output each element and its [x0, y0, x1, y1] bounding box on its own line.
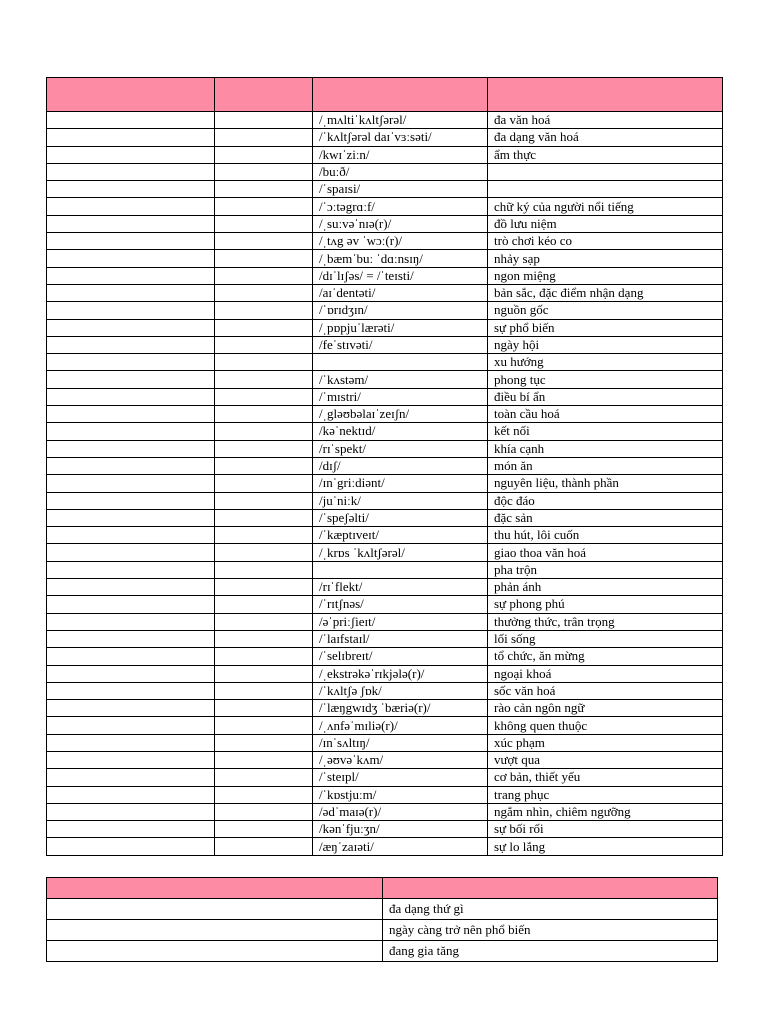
- cell-meaning: ngoại khoá: [488, 665, 723, 682]
- cell-word: [47, 769, 215, 786]
- cell-pronunciation: /ˌsuːvəˈnɪə(r)/: [313, 215, 488, 232]
- cell-type: [215, 803, 313, 820]
- cell-type: [215, 319, 313, 336]
- cell-word: [47, 388, 215, 405]
- cell-meaning: món ăn: [488, 457, 723, 474]
- cell-pronunciation: /ˈspaɪsi/: [313, 181, 488, 198]
- cell-type: [215, 198, 313, 215]
- cell-meaning: [488, 181, 723, 198]
- cell-meaning: rào cản ngôn ngữ: [488, 700, 723, 717]
- cell-pronunciation: /ɪnˈgriːdiənt/: [313, 475, 488, 492]
- table-row: [47, 630, 723, 647]
- cell-meaning: lối sống: [488, 630, 723, 647]
- cell-type: [215, 129, 313, 146]
- cell-meaning: điều bí ẩn: [488, 388, 723, 405]
- phrases-table-body: [47, 899, 718, 962]
- cell-pronunciation: /kənˈfjuːʒn/: [313, 821, 488, 838]
- table-row: [47, 354, 723, 371]
- cell-word: [47, 112, 215, 129]
- cell-word: [47, 233, 215, 250]
- cell-type: [215, 354, 313, 371]
- cell-pronunciation: /rɪˈflekt/: [313, 579, 488, 596]
- cell-word: [47, 579, 215, 596]
- table-row: [47, 319, 723, 336]
- cell-pronunciation: /ˈsteɪpl/: [313, 769, 488, 786]
- cell-pronunciation: /ˈlaɪfstaɪl/: [313, 630, 488, 647]
- cell-type: [215, 838, 313, 855]
- cell-pronunciation: /dɪʃ/: [313, 457, 488, 474]
- cell-pronunciation: /ˌgləʊbəlaɪˈzeɪʃn/: [313, 406, 488, 423]
- cell-pronunciation: [313, 561, 488, 578]
- table-row: [47, 146, 723, 163]
- cell-type: [215, 682, 313, 699]
- cell-word: [47, 319, 215, 336]
- cell-pronunciation: [313, 354, 488, 371]
- cell-meaning: sốc văn hoá: [488, 682, 723, 699]
- cell-meaning: thu hút, lôi cuốn: [488, 527, 723, 544]
- cell-word: [47, 682, 215, 699]
- cell-type: [215, 250, 313, 267]
- cell-meaning: không quen thuộc: [488, 717, 723, 734]
- cell-meaning: xu hướng: [488, 354, 723, 371]
- cell-word: [47, 665, 215, 682]
- phrases-table: [46, 877, 718, 962]
- cell-meaning: toàn cầu hoá: [488, 406, 723, 423]
- cell-type: [215, 700, 313, 717]
- cell-type: [215, 630, 313, 647]
- cell-meaning: vượt qua: [488, 751, 723, 768]
- cell-word: [47, 613, 215, 630]
- cell-pronunciation: /aɪˈdentəti/: [313, 284, 488, 301]
- cell-word: [47, 423, 215, 440]
- cell-pronunciation: /ˌkrɒs ˈkʌltʃərəl/: [313, 544, 488, 561]
- cell-meaning: đa văn hoá: [488, 112, 723, 129]
- cell-pronunciation: /ədˈmaɪə(r)/: [313, 803, 488, 820]
- cell-type: [215, 388, 313, 405]
- cell-type: [215, 475, 313, 492]
- cell-type: [215, 786, 313, 803]
- cell-meaning: khía cạnh: [488, 440, 723, 457]
- cell-word: [47, 630, 215, 647]
- cell-word: [47, 336, 215, 353]
- cell-word: [47, 700, 215, 717]
- cell-pronunciation: /ˌekstrəkəˈrɪkjələ(r)/: [313, 665, 488, 682]
- cell-word: [47, 803, 215, 820]
- cell-word: [47, 215, 215, 232]
- cell-pronunciation: /ɪnˈsʌltɪŋ/: [313, 734, 488, 751]
- table-row: [47, 233, 723, 250]
- cell-pronunciation: /kəˈnektɪd/: [313, 423, 488, 440]
- header-row: [47, 78, 723, 112]
- table-row: [47, 786, 723, 803]
- cell-pronunciation: /ˈɔːtəgrɑːf/: [313, 198, 488, 215]
- cell-type: [215, 613, 313, 630]
- table-row: [47, 769, 723, 786]
- cell-word: [47, 475, 215, 492]
- cell-pronunciation: /ˈkɒstjuːm/: [313, 786, 488, 803]
- cell-pronunciation: /ˈrɪtʃnəs/: [313, 596, 488, 613]
- cell-pronunciation: /æŋˈzaɪəti/: [313, 838, 488, 855]
- cell-word: [47, 544, 215, 561]
- cell-meaning: chữ ký của người nổi tiếng: [488, 198, 723, 215]
- cell-meaning: đang gia tăng: [383, 941, 718, 962]
- table-row: [47, 613, 723, 630]
- cell-meaning: kết nối: [488, 423, 723, 440]
- cell-meaning: cơ bản, thiết yếu: [488, 769, 723, 786]
- cell-type: [215, 648, 313, 665]
- cell-pronunciation: /ˌbæmˈbuː ˈdɑːnsɪŋ/: [313, 250, 488, 267]
- cell-type: [215, 146, 313, 163]
- cell-word: [47, 267, 215, 284]
- cell-type: [215, 665, 313, 682]
- cell-meaning: [488, 163, 723, 180]
- cell-pronunciation: /rɪˈspekt/: [313, 440, 488, 457]
- cell-pronunciation: /juˈniːk/: [313, 492, 488, 509]
- cell-word: [47, 198, 215, 215]
- table-row: [47, 700, 723, 717]
- table-row: [47, 899, 718, 920]
- vocabulary-table-body: [47, 112, 723, 856]
- cell-meaning: pha trộn: [488, 561, 723, 578]
- cell-pronunciation: /ˈkʌstəm/: [313, 371, 488, 388]
- table-row: [47, 284, 723, 301]
- table-row: [47, 751, 723, 768]
- cell-meaning: nguyên liệu, thành phần: [488, 475, 723, 492]
- table-row: [47, 440, 723, 457]
- cell-meaning: ngắm nhìn, chiêm ngưỡng: [488, 803, 723, 820]
- cell-pronunciation: /ˈmɪstri/: [313, 388, 488, 405]
- cell-type: [215, 302, 313, 319]
- table-row: [47, 682, 723, 699]
- cell-meaning: tổ chức, ăn mừng: [488, 648, 723, 665]
- cell-phrase: [47, 920, 383, 941]
- table-row: [47, 561, 723, 578]
- cell-type: [215, 596, 313, 613]
- table-row: [47, 250, 723, 267]
- cell-type: [215, 423, 313, 440]
- table-row: [47, 665, 723, 682]
- cell-word: [47, 457, 215, 474]
- header-cell-word: [47, 78, 215, 112]
- cell-type: [215, 751, 313, 768]
- table-row: [47, 457, 723, 474]
- table-row: [47, 388, 723, 405]
- cell-meaning: sự lo lắng: [488, 838, 723, 855]
- cell-word: [47, 561, 215, 578]
- header-cell-phrase: [47, 878, 383, 899]
- table-row: [47, 181, 723, 198]
- header-cell-type: [215, 78, 313, 112]
- cell-meaning: nguồn gốc: [488, 302, 723, 319]
- cell-meaning: phong tục: [488, 371, 723, 388]
- table-row: [47, 920, 718, 941]
- table-row: [47, 406, 723, 423]
- table-row: [47, 596, 723, 613]
- table-row: [47, 112, 723, 129]
- cell-type: [215, 163, 313, 180]
- vocabulary-table: [46, 77, 723, 856]
- table-row: [47, 803, 723, 820]
- cell-phrase: [47, 941, 383, 962]
- cell-meaning: xúc phạm: [488, 734, 723, 751]
- cell-word: [47, 786, 215, 803]
- table-row: [47, 371, 723, 388]
- cell-meaning: ngon miệng: [488, 267, 723, 284]
- cell-pronunciation: /feˈstɪvəti/: [313, 336, 488, 353]
- cell-pronunciation: /dɪˈlɪʃəs/ = /ˈteɪsti/: [313, 267, 488, 284]
- table-row: [47, 838, 723, 855]
- header-cell-pronunciation: [313, 78, 488, 112]
- cell-pronunciation: /ˈkʌltʃərəl daɪˈvɜːsəti/: [313, 129, 488, 146]
- cell-word: [47, 492, 215, 509]
- cell-word: [47, 527, 215, 544]
- cell-pronunciation: /ˌəʊvəˈkʌm/: [313, 751, 488, 768]
- table-row: [47, 336, 723, 353]
- cell-meaning: trò chơi kéo co: [488, 233, 723, 250]
- cell-pronunciation: /ˈspeʃəlti/: [313, 509, 488, 526]
- cell-meaning: đồ lưu niệm: [488, 215, 723, 232]
- cell-word: [47, 284, 215, 301]
- table-row: [47, 423, 723, 440]
- cell-type: [215, 233, 313, 250]
- cell-type: [215, 561, 313, 578]
- table-row: [47, 302, 723, 319]
- table-row: [47, 734, 723, 751]
- table-row: [47, 821, 723, 838]
- cell-type: [215, 769, 313, 786]
- table-row: [47, 492, 723, 509]
- cell-meaning: đặc sản: [488, 509, 723, 526]
- cell-pronunciation: /əˈpriːʃieɪt/: [313, 613, 488, 630]
- cell-meaning: đa dạng văn hoá: [488, 129, 723, 146]
- cell-word: [47, 648, 215, 665]
- table-row: [47, 163, 723, 180]
- cell-word: [47, 371, 215, 388]
- table-row: [47, 527, 723, 544]
- cell-pronunciation: /ˈkæptɪveɪt/: [313, 527, 488, 544]
- header-row: [47, 878, 718, 899]
- cell-type: [215, 544, 313, 561]
- table-row: [47, 544, 723, 561]
- cell-word: [47, 734, 215, 751]
- table-row: [47, 648, 723, 665]
- cell-word: [47, 302, 215, 319]
- cell-word: [47, 821, 215, 838]
- table-row: [47, 717, 723, 734]
- cell-word: [47, 129, 215, 146]
- cell-pronunciation: /ˈlæŋgwɪdʒ ˈbæriə(r)/: [313, 700, 488, 717]
- cell-type: [215, 284, 313, 301]
- cell-type: [215, 734, 313, 751]
- cell-meaning: ngày càng trở nên phổ biến: [383, 920, 718, 941]
- cell-type: [215, 181, 313, 198]
- cell-type: [215, 215, 313, 232]
- cell-type: [215, 112, 313, 129]
- cell-pronunciation: /ˌtʌg əv ˈwɔː(r)/: [313, 233, 488, 250]
- table-row: [47, 509, 723, 526]
- table-row: [47, 941, 718, 962]
- cell-type: [215, 457, 313, 474]
- cell-type: [215, 717, 313, 734]
- cell-word: [47, 717, 215, 734]
- cell-type: [215, 440, 313, 457]
- cell-word: [47, 751, 215, 768]
- cell-phrase: [47, 899, 383, 920]
- cell-pronunciation: /ˌpɒpjuˈlærəti/: [313, 319, 488, 336]
- cell-word: [47, 440, 215, 457]
- cell-pronunciation: /ˌmʌltiˈkʌltʃərəl/: [313, 112, 488, 129]
- cell-meaning: sự bối rối: [488, 821, 723, 838]
- cell-word: [47, 181, 215, 198]
- cell-meaning: ngày hội: [488, 336, 723, 353]
- cell-word: [47, 354, 215, 371]
- vocabulary-table-header: [47, 78, 723, 112]
- cell-type: [215, 371, 313, 388]
- cell-meaning: trang phục: [488, 786, 723, 803]
- cell-type: [215, 267, 313, 284]
- cell-type: [215, 821, 313, 838]
- cell-meaning: đa dạng thứ gì: [383, 899, 718, 920]
- cell-meaning: giao thoa văn hoá: [488, 544, 723, 561]
- cell-word: [47, 163, 215, 180]
- header-cell-meaning: [488, 78, 723, 112]
- cell-pronunciation: /buːð/: [313, 163, 488, 180]
- cell-type: [215, 579, 313, 596]
- cell-meaning: bản sắc, đặc điểm nhận dạng: [488, 284, 723, 301]
- cell-type: [215, 492, 313, 509]
- cell-meaning: độc đáo: [488, 492, 723, 509]
- cell-pronunciation: /ˈkʌltʃə ʃɒk/: [313, 682, 488, 699]
- header-cell-meaning: [383, 878, 718, 899]
- cell-type: [215, 527, 313, 544]
- cell-pronunciation: /ˌʌnfəˈmɪliə(r)/: [313, 717, 488, 734]
- cell-meaning: sự phong phú: [488, 596, 723, 613]
- cell-meaning: phản ánh: [488, 579, 723, 596]
- cell-pronunciation: /kwɪˈziːn/: [313, 146, 488, 163]
- cell-meaning: sự phổ biến: [488, 319, 723, 336]
- cell-type: [215, 336, 313, 353]
- cell-word: [47, 596, 215, 613]
- phrases-table-header: [47, 878, 718, 899]
- cell-meaning: ẩm thực: [488, 146, 723, 163]
- cell-type: [215, 509, 313, 526]
- cell-pronunciation: /ˈselɪbreɪt/: [313, 648, 488, 665]
- cell-word: [47, 146, 215, 163]
- cell-type: [215, 406, 313, 423]
- table-row: [47, 198, 723, 215]
- cell-word: [47, 406, 215, 423]
- cell-meaning: nhảy sạp: [488, 250, 723, 267]
- table-row: [47, 579, 723, 596]
- table-row: [47, 267, 723, 284]
- cell-word: [47, 250, 215, 267]
- cell-word: [47, 838, 215, 855]
- cell-word: [47, 509, 215, 526]
- cell-pronunciation: /ˈɒrɪdʒɪn/: [313, 302, 488, 319]
- table-row: [47, 129, 723, 146]
- table-row: [47, 475, 723, 492]
- cell-meaning: thưởng thức, trân trọng: [488, 613, 723, 630]
- table-row: [47, 215, 723, 232]
